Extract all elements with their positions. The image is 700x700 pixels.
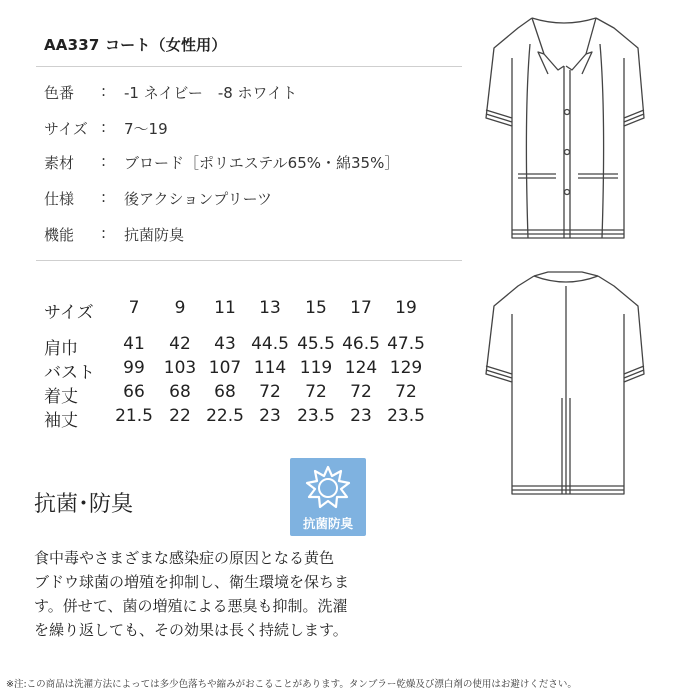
size-header-cell: 13 [259, 298, 281, 318]
table-cell: 23.5 [387, 406, 425, 426]
description-line: ブドウ球菌の増殖を抑制し、衛生環境を保ちま [34, 573, 350, 591]
table-cell: 107 [208, 358, 242, 378]
table-cell: 68 [214, 382, 236, 402]
table-cell: 72 [305, 382, 327, 402]
table-cell: 23 [259, 406, 281, 426]
description-line: 食中毒やさまざまな感染症の原因となる黄色 [34, 549, 335, 567]
divider [36, 260, 462, 261]
table-cell: 45.5 [297, 334, 335, 354]
size-header-label: サイズ [44, 303, 94, 323]
spec-colon: : [101, 152, 107, 170]
antibacterial-badge [290, 458, 366, 536]
size-header-cell: 17 [350, 298, 372, 318]
spec-label: 機能 [44, 226, 75, 244]
spec-value: -1 ネイビー -8 ホワイト [124, 84, 298, 102]
size-header-cell: 19 [395, 298, 417, 318]
row-label: 肩巾 [44, 339, 78, 359]
spec-value: 後アクションプリーツ [124, 190, 273, 208]
size-header-cell: 7 [128, 298, 140, 318]
spec-label: 仕様 [44, 190, 75, 208]
spec-value: 抗菌防臭 [124, 226, 185, 244]
table-cell: 72 [350, 382, 372, 402]
table-cell: 129 [389, 358, 423, 378]
row-label: 着丈 [44, 387, 78, 407]
table-cell: 21.5 [115, 406, 153, 426]
table-cell: 72 [395, 382, 417, 402]
table-cell: 99 [123, 358, 145, 378]
care-note: ※注:この商品は洗濯方法によっては多少色落ちや縮みがおこることがあります。タンブラー乾燥及び漂白剤の使用はお避けください。 [6, 679, 577, 690]
table-cell: 22.5 [206, 406, 244, 426]
table-cell: 72 [259, 382, 281, 402]
sun-burst-icon [290, 458, 366, 514]
table-cell: 41 [123, 334, 145, 354]
spec-label: 色番 [44, 84, 75, 102]
divider [36, 66, 462, 67]
table-cell: 42 [169, 334, 191, 354]
size-header-cell: 15 [305, 298, 327, 318]
table-cell: 103 [163, 358, 197, 378]
row-label: バスト [44, 363, 95, 383]
coat-back-illustration [478, 268, 652, 500]
table-cell: 119 [299, 358, 333, 378]
table-cell: 47.5 [387, 334, 425, 354]
table-cell: 44.5 [251, 334, 289, 354]
product-title: AA337 コート（女性用） [44, 36, 227, 54]
spec-value: ブロード［ポリエステル65%・綿35%］ [124, 154, 400, 172]
coat-front-illustration [478, 14, 652, 244]
table-cell: 23 [350, 406, 372, 426]
badge-label: 抗菌防臭 [302, 516, 353, 531]
spec-value: 7～19 [124, 120, 168, 138]
description-line: を繰り返しても、その効果は長く持続します。 [34, 621, 348, 639]
row-label: 袖丈 [44, 411, 78, 431]
spec-label: 素材 [44, 154, 75, 172]
table-cell: 66 [123, 382, 145, 402]
table-cell: 68 [169, 382, 191, 402]
description-line: す。併せて、菌の増殖による悪臭も抑制。洗濯 [34, 597, 348, 615]
table-cell: 23.5 [297, 406, 335, 426]
table-cell: 124 [344, 358, 378, 378]
spec-label: サイズ [44, 120, 88, 138]
size-header-cell: 11 [214, 298, 236, 318]
feature-description [34, 546, 394, 642]
spec-colon: : [101, 82, 107, 100]
spec-colon: : [101, 224, 107, 242]
table-cell: 114 [253, 358, 287, 378]
spec-colon: : [101, 188, 107, 206]
table-cell: 22 [169, 406, 191, 426]
feature-title: 抗菌･防臭 [34, 492, 134, 517]
table-cell: 46.5 [342, 334, 380, 354]
size-header-cell: 9 [174, 298, 186, 318]
table-cell: 43 [214, 334, 236, 354]
spec-colon: : [101, 118, 107, 136]
